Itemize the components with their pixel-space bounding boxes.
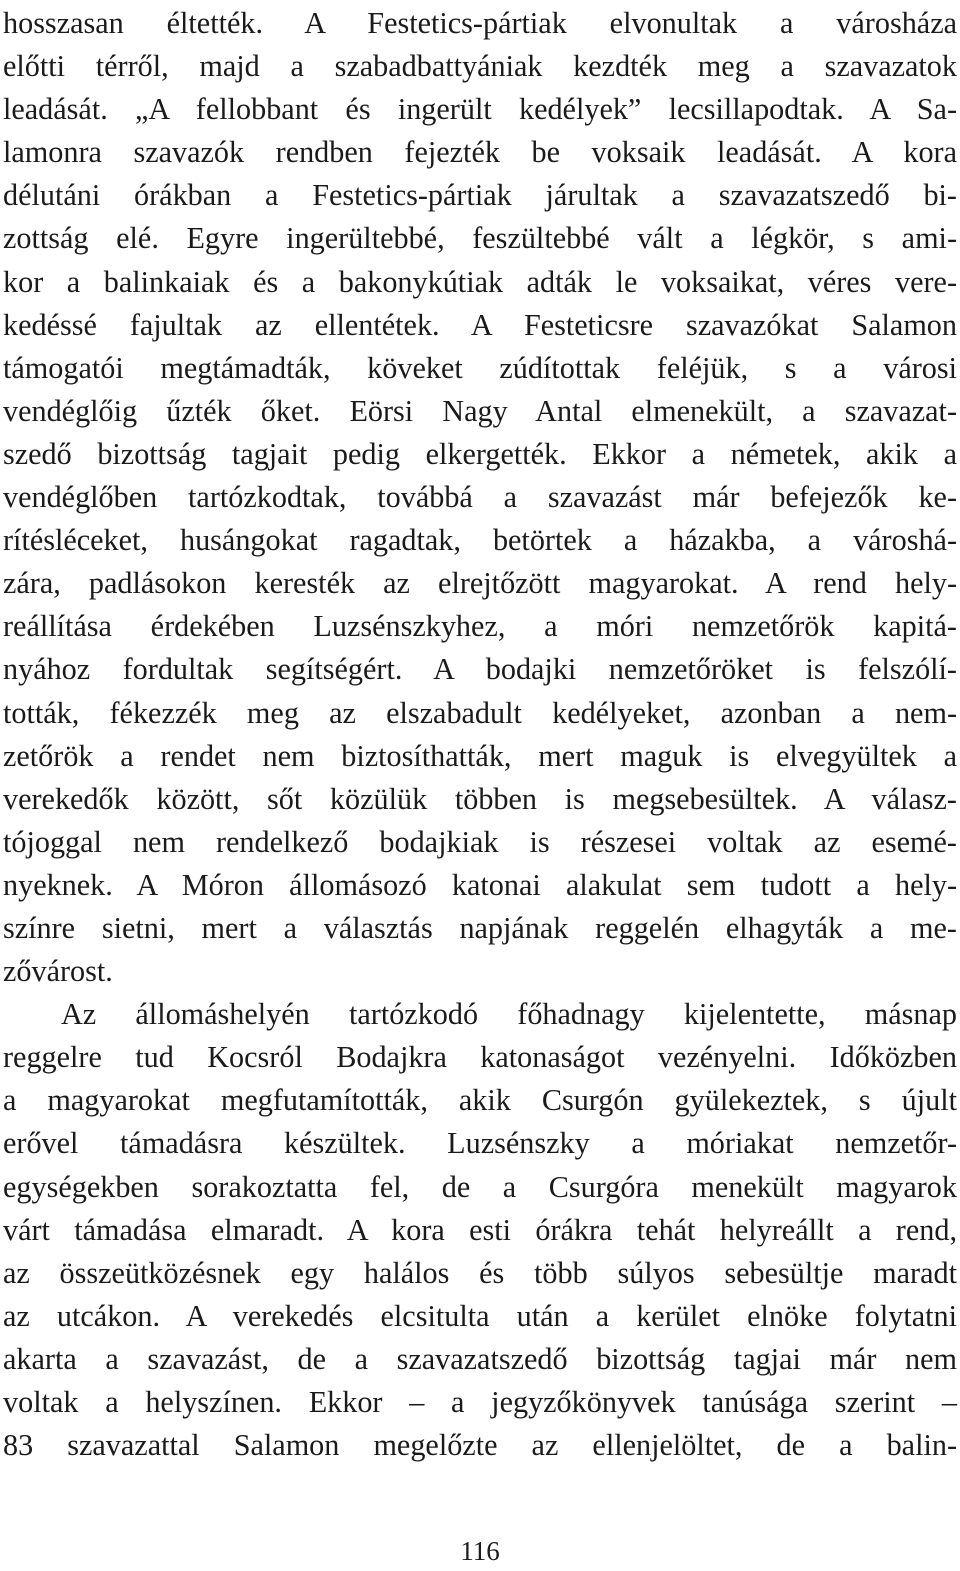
text-line: egységekben sorakoztatta fel, de a Csurgóra menekült magyarok — [3, 1169, 957, 1204]
text-line: 83 szavazattal Salamon megelőzte az ellenjelöltet, de a balin- — [3, 1428, 957, 1463]
text-line: nyeknek. A Móron állomásozó katonai alakulat sem tudott a hely- — [3, 867, 957, 902]
text-line: voltak a helyszínen. Ekkor – a jegyzőkönyvek tanúsága szerint – — [3, 1385, 957, 1419]
text-line: zővárost. — [3, 954, 113, 989]
text-line: az összeütközésnek egy halálos és több súlyos sebesültje maradt — [3, 1255, 957, 1290]
text-line: zára, padlásokon keresték az elrejtőzött magyarokat. A rend hely- — [3, 566, 957, 601]
body-text — [3, 2, 957, 1467]
text-line: vendéglőig űzték őket. Eörsi Nagy Antal elmenekült, a szavazat- — [3, 393, 957, 428]
text-line: reggelre tud Kocsról Bodajkra katonaságot vezényelni. Időközben — [3, 1040, 957, 1075]
page-number: 116 — [460, 1536, 500, 1566]
text-line: szedő bizottság tagjait pedig elkergették. Ekkor a németek, akik a — [3, 436, 957, 471]
text-line: várt támadása elmaradt. A kora esti órákra tehát helyreállt a rend, — [3, 1212, 957, 1247]
text-line: előtti térről, majd a szabadbattyániak kezdték meg a szavazatok — [3, 49, 957, 84]
text-line: zottság elé. Egyre ingerültebbé, feszültebbé vált a légkör, s ami- — [3, 221, 957, 256]
text-line: hosszasan éltették. A Festetics-pártiak elvonultak a városháza — [3, 6, 957, 40]
text-line: erővel támadásra készültek. Luzsénszky a móriakat nemzetőr- — [3, 1126, 957, 1161]
paragraph — [3, 2, 957, 993]
text-line: lamonra szavazók rendben fejezték be voksaik leadását. A kora — [3, 135, 957, 170]
text-line: akarta a szavazást, de a szavazatszedő bizottság tagjai már nem — [3, 1341, 957, 1376]
text-line: reállítása érdekében Luzsénszkyhez, a móri nemzetőrök kapitá- — [3, 609, 957, 644]
text-line: verekedők között, sőt közülük többen is megsebesültek. A válasz- — [3, 781, 957, 816]
paragraph — [3, 993, 957, 1467]
text-line: kedéssé fajultak az ellentétek. A Festeticsre szavazókat Salamon — [3, 307, 957, 342]
text-line: nyához fordultak segítségért. A bodajki nemzetőröket is felszólí- — [3, 652, 957, 687]
text-line: tójoggal nem rendelkező bodajkiak is részesei voltak az esemé- — [3, 824, 957, 859]
text-line: a magyarokat megfutamították, akik Csurgón gyülekeztek, s újult — [3, 1083, 957, 1118]
text-line: támogatói megtámadták, köveket zúdítottak feléjük, s a városi — [3, 350, 957, 385]
text-line: az utcákon. A verekedés elcsitulta után a kerület elnöke folytatni — [3, 1298, 957, 1333]
text-line: rítésléceket, husángokat ragadtak, betörtek a házakba, a városhá- — [3, 523, 957, 558]
text-line: leadását. „A fellobbant és ingerült kedélyek” lecsillapodtak. A Sa- — [3, 92, 957, 127]
text-line: zetőrök a rendet nem biztosíthatták, mert maguk is elvegyültek a — [3, 738, 957, 773]
text-line: vendéglőben tartózkodtak, továbbá a szavazást már befejezők ke- — [3, 480, 957, 515]
text-line: színre sietni, mert a választás napjának reggelén elhagyták a me- — [3, 910, 957, 945]
text-line: Az állomáshelyén tartózkodó főhadnagy kijelentette, másnap — [61, 997, 957, 1032]
text-line: kor a balinkaiak és a bakonykútiak adták le voksaikat, véres vere- — [3, 264, 957, 299]
text-line: délutáni órákban a Festetics-pártiak járultak a szavazatszedő bi- — [3, 178, 957, 213]
text-line: tották, fékezzék meg az elszabadult kedélyeket, azonban a nem- — [3, 695, 957, 730]
